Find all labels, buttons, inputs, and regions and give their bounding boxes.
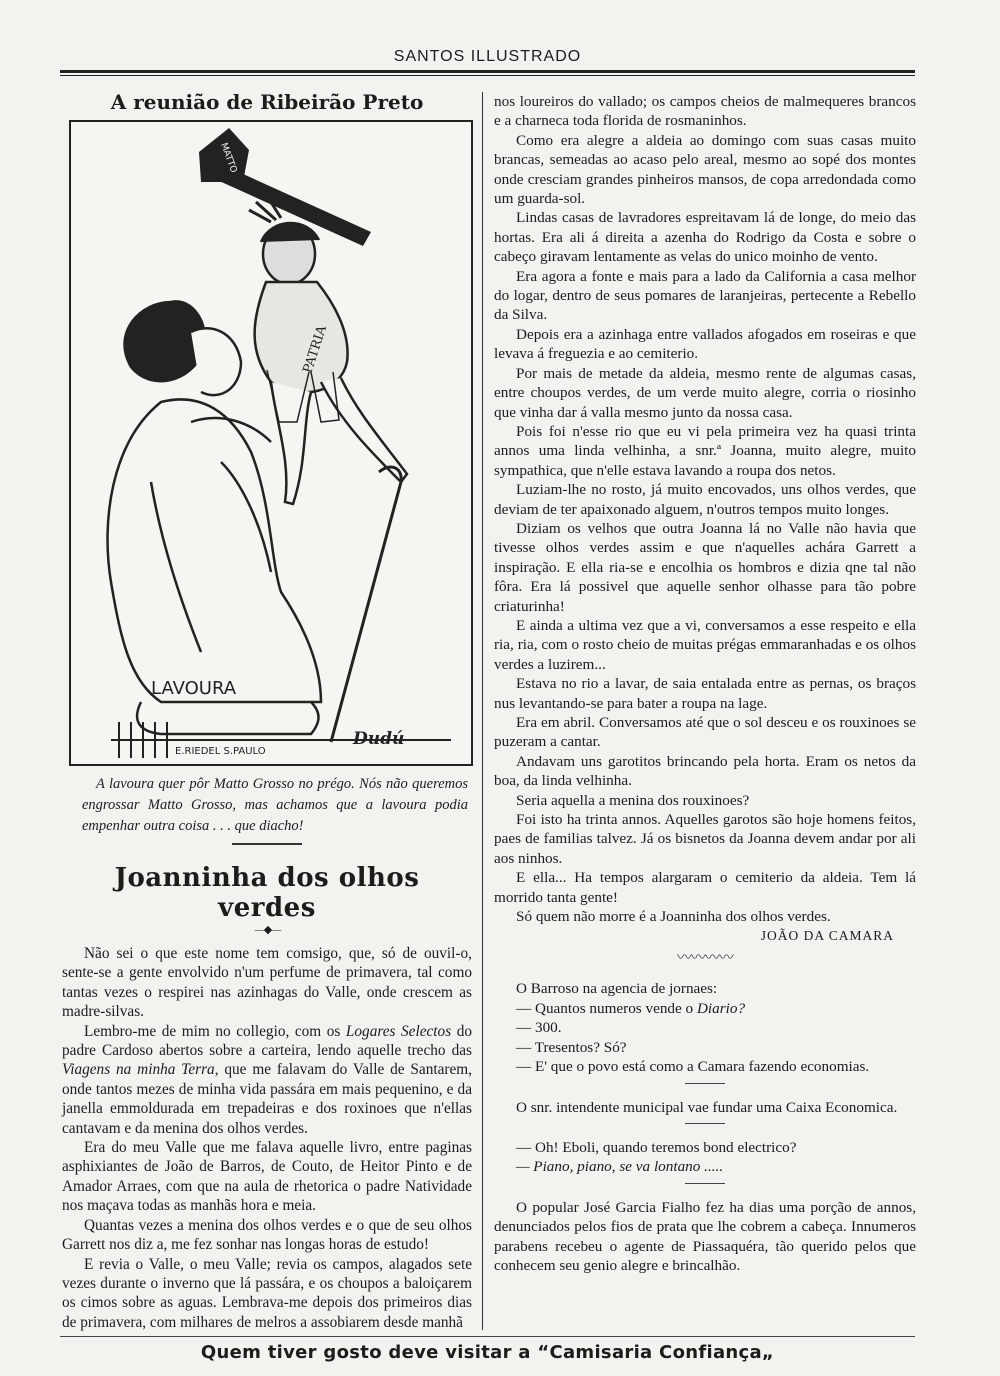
printer-credit: E.RIEDEL S.PAULO	[175, 746, 266, 757]
article-paragraph: Foi isto ha trinta annos. Aquelles garotos são hoje homens feitos, paes de familias talvez. Já os bisnetos da Joanna devem andar por ali aos ninhos.	[494, 811, 916, 867]
footer-rule	[60, 1336, 915, 1337]
article-paragraph: Lembro-me de mim no collegio, com os Logares Selectos do padre Cardoso abertos sobre a carteira, lendo aquelle trecho das Viagens na minha Terra, que me falavam do Valle de Santarem, onde tantos mezes de minha vida passára em mais pequenino, e da janella emmoldurada em trepadeiras e dos roxinoes que n'ellas cantavam e da menina dos olhos verdes.	[62, 1022, 473, 1137]
note-paragraph: — Piano, piano, se va lontano .....	[516, 1158, 724, 1176]
article-paragraph: Era agora a fonte e mais para a lado da California a casa melhor do logar, dentro de seus pomares de laranjeiras, pertecente a Rebello da Silva.	[494, 267, 916, 324]
article-paragraph: Andavam uns garotitos brincando pela horta. Eram os netos da boa, da linda velhinha.	[494, 752, 916, 790]
article-paragraph: Depois era a azinhaga entre vallados afogados em roseiras e que levava á freguezia e ao cemiterio.	[494, 325, 916, 363]
header-rule-thin	[60, 75, 915, 76]
article-paragraph: Lindas casas de lavradores espreitavam lá de longe, do meio das hortas. Era ali á direita a azenha do Rodrigo da Costa e sobre o cabeço giravam lentamente as velas do unico moinho de vento.	[494, 209, 916, 266]
child-label: PATRIA	[300, 323, 331, 376]
note-paragraph: — Oh! Eboli, quando teremos bond electrico?	[516, 1138, 797, 1156]
article-paragraph: Seria aquella a menina dos rouxinoes?	[516, 791, 750, 809]
note-divider	[685, 1183, 725, 1184]
signature-ornament: 〰〰〰〰	[676, 950, 733, 967]
article-paragraph: Quantas vezes a menina dos olhos verdes e o que de seu olhos Garrett nos diz a, me fez sonhar nas longas horas de estudo!	[62, 1216, 472, 1254]
article-paragraph: Diziam os velhos que outra Joanna lá no Valle não havia que tivesse olhos verdes assim e que n'aquelles achára Garrett a inspiração. E ella ria-se e encolhia os hombros e dizia qne tal não fôra. Era lá possivel que aquelle senhor olhasse para tão pobre criaturinha!	[494, 519, 916, 615]
cartoon-caption: A lavoura quer pôr Matto Grosso no prégo. Nós não queremos engrossar Matto Grosso, mas achamos que a lavoura podia empenhar outra coisa . . . que diacho!	[82, 776, 468, 834]
woman-label: LAVOURA	[151, 678, 237, 699]
article-signature: JOÃO DA CAMARA	[760, 928, 894, 944]
article-paragraph: Era em abril. Conversamos até que o sol desceu e os rouxinoes se puzeram a cantar.	[494, 714, 916, 751]
footer-advertisement: Quem tiver gosto deve visitar a “Camisaria Confiança„	[200, 1342, 775, 1363]
note-paragraph: O snr. intendente municipal vae fundar uma Caixa Economica.	[516, 1098, 898, 1116]
note-paragraph: O popular José Garcia Fialho fez ha dias uma porção de annos, denunciados pelos fios de prata que lhe cobrem a cabeça. Innumeros parabens recebeu o agente de Piassaquéra, tão querido pelos que conhecem seu genio alegre e brincalhão.	[494, 1198, 916, 1274]
article-paragraph: Por mais de metade da aldeia, mesmo rente de algumas casas, entre choupos verdes, de um verde muito alegre, corria o riosinho que vinha dar á valla mesmo junto da nossa casa.	[494, 364, 916, 421]
column-divider	[482, 92, 483, 1330]
article-paragraph: Não sei o que este nome tem comsigo, que, só de ouvil-o, sente-se a gente envolvido n'um perfume de primavera, tal como tantas vezes o respirei nas azinhagas do Valle, onde crescem as madre-silvas.	[62, 945, 472, 1021]
walking-stick	[331, 467, 401, 742]
note-paragraph: — 300.	[516, 1019, 562, 1037]
article-paragraph: E revia o Valle, o meu Valle; revia os campos, alagados sete vezes durante o inverno que lá passára, e os choupos a baloiçarem os cimos sobre as aguas. Lembrava-me depois dos primeiros dias de primavera, com milhares de melros a assobiarem desde manhã	[62, 1255, 472, 1331]
header-rule	[60, 70, 915, 73]
note-paragraph: — Tresentos? Só?	[516, 1038, 627, 1056]
article-paragraph: nos loureiros do vallado; os campos cheios de malmequeres brancos e a charneca toda florida de rosmaninhos.	[494, 93, 916, 130]
article-paragraph: E ella... Ha tempos alargaram o cemiterio da aldeia. Tem lá morrido tanta gente!	[494, 869, 916, 906]
page-header: SANTOS ILLUSTRADO	[393, 48, 582, 65]
article-paragraph: Era do meu Valle que me falava aquelle livro, entre paginas asphixiantes de João de Barros, de Couto, de Heitor Pinto e de Amador Arraes, com que na aula de rhetorica o padre Natividade nos maçava todas as manhãs hora e meia.	[62, 1139, 472, 1215]
artist-signature: Dudú	[353, 729, 405, 749]
article-paragraph: Só quem não morre é a Joanninha dos olhos verdes.	[516, 908, 831, 926]
right-column	[494, 92, 916, 1275]
article-paragraph: Como era alegre a aldeia ao domingo com suas casas muito brancas, semeadas ao acaso pelo areal, mesmo ao sopé dos montes onde cresciam grandes pinheiros mansos, de copa arredondada como um guarda-sol.	[494, 131, 916, 208]
title-ornament: —◆—	[254, 924, 280, 936]
cartoon-drawing	[71, 122, 471, 764]
article-paragraph: E ainda a ultima vez que a vi, conversamos a esse respeito e ella ria, ria, com o rosto cheio de muitas prégas emmaranhadas e os olhos verdes a luzirem...	[494, 616, 916, 673]
note-paragraph: — E' que o povo está como a Camara fazendo economias.	[516, 1058, 870, 1076]
note-paragraph: — Quantos numeros vende o Diario?	[516, 999, 746, 1017]
cartoon-illustration	[69, 120, 473, 766]
article-paragraph: Pois foi n'esse rio que eu vi pela primeira vez ha quasi trinta annos uma linda velhinha, a snr.ª Joanna, muito alegre, muito sympathica, que n'elle estava lavando a roupa dos netos.	[494, 422, 916, 479]
note-divider	[685, 1123, 725, 1124]
hammer-label: MATTO	[218, 141, 239, 175]
caption-divider	[232, 843, 302, 845]
note-divider	[685, 1083, 725, 1084]
child-figure	[249, 196, 407, 504]
article-paragraph: Luziam-lhe no rosto, já muito encovados, uns olhos verdes, que deviam de ter apaixonado alguem, n'outros tempos muito longes.	[494, 481, 916, 518]
note-paragraph: O Barroso na agencia de jornaes:	[516, 980, 718, 998]
article-paragraph: Estava no rio a lavar, de saia entalada entre as pernas, os braços nus levantando-se para bater a roupa na lage.	[494, 675, 916, 712]
left-column	[62, 90, 472, 1332]
article-title: Joanninha dos olhos verdes	[114, 863, 420, 923]
cartoon-title: A reunião de Ribeirão Preto	[110, 90, 424, 114]
